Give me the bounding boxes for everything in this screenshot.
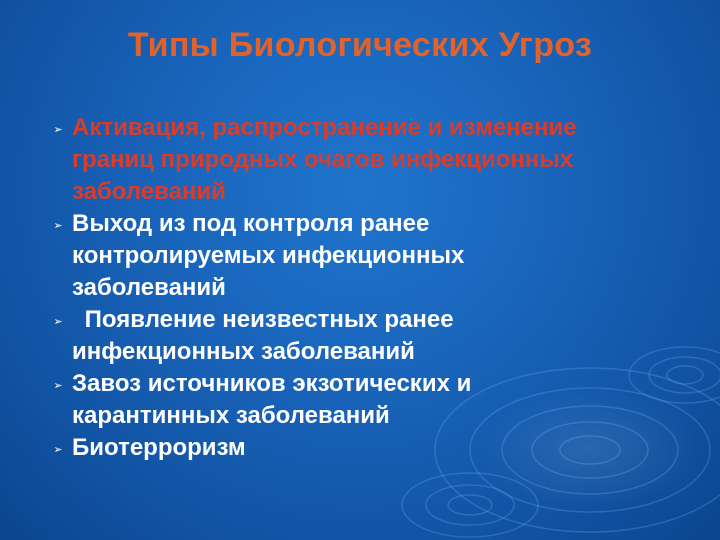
bullet-list: [52, 112, 692, 464]
arrow-bullet-icon: ➢: [53, 219, 63, 232]
bullet-line: заболеваний: [72, 274, 226, 301]
bullet-item: [52, 368, 692, 432]
bullet-line: Завоз источников экзотических и: [72, 370, 472, 397]
bullet-line: контролируемых инфекционных: [72, 242, 465, 269]
bullet-line: заболеваний: [72, 178, 226, 205]
bullet-item: [52, 112, 692, 208]
arrow-bullet-icon: ➢: [53, 123, 63, 136]
slide-title: Типы Биологических Угроз: [127, 26, 593, 64]
arrow-bullet-icon: ➢: [53, 379, 63, 392]
bullet-line: карантинных заболеваний: [72, 402, 390, 429]
arrow-bullet-icon: ➢: [53, 443, 63, 456]
bullet-line: инфекционных заболеваний: [72, 338, 415, 365]
bullet-item: [52, 304, 692, 368]
bullet-line: Выход из под контроля ранее: [72, 210, 430, 237]
bullet-line: границ природных очагов инфекционных: [72, 146, 574, 173]
arrow-bullet-icon: ➢: [53, 315, 63, 328]
bullet-line: Активация, распространение и изменение: [72, 114, 577, 141]
bullet-line: Биотерроризм: [72, 434, 246, 461]
bullet-item: [52, 432, 692, 464]
bullet-line: Появление неизвестных ранее: [78, 306, 454, 333]
bullet-item: [52, 208, 692, 304]
